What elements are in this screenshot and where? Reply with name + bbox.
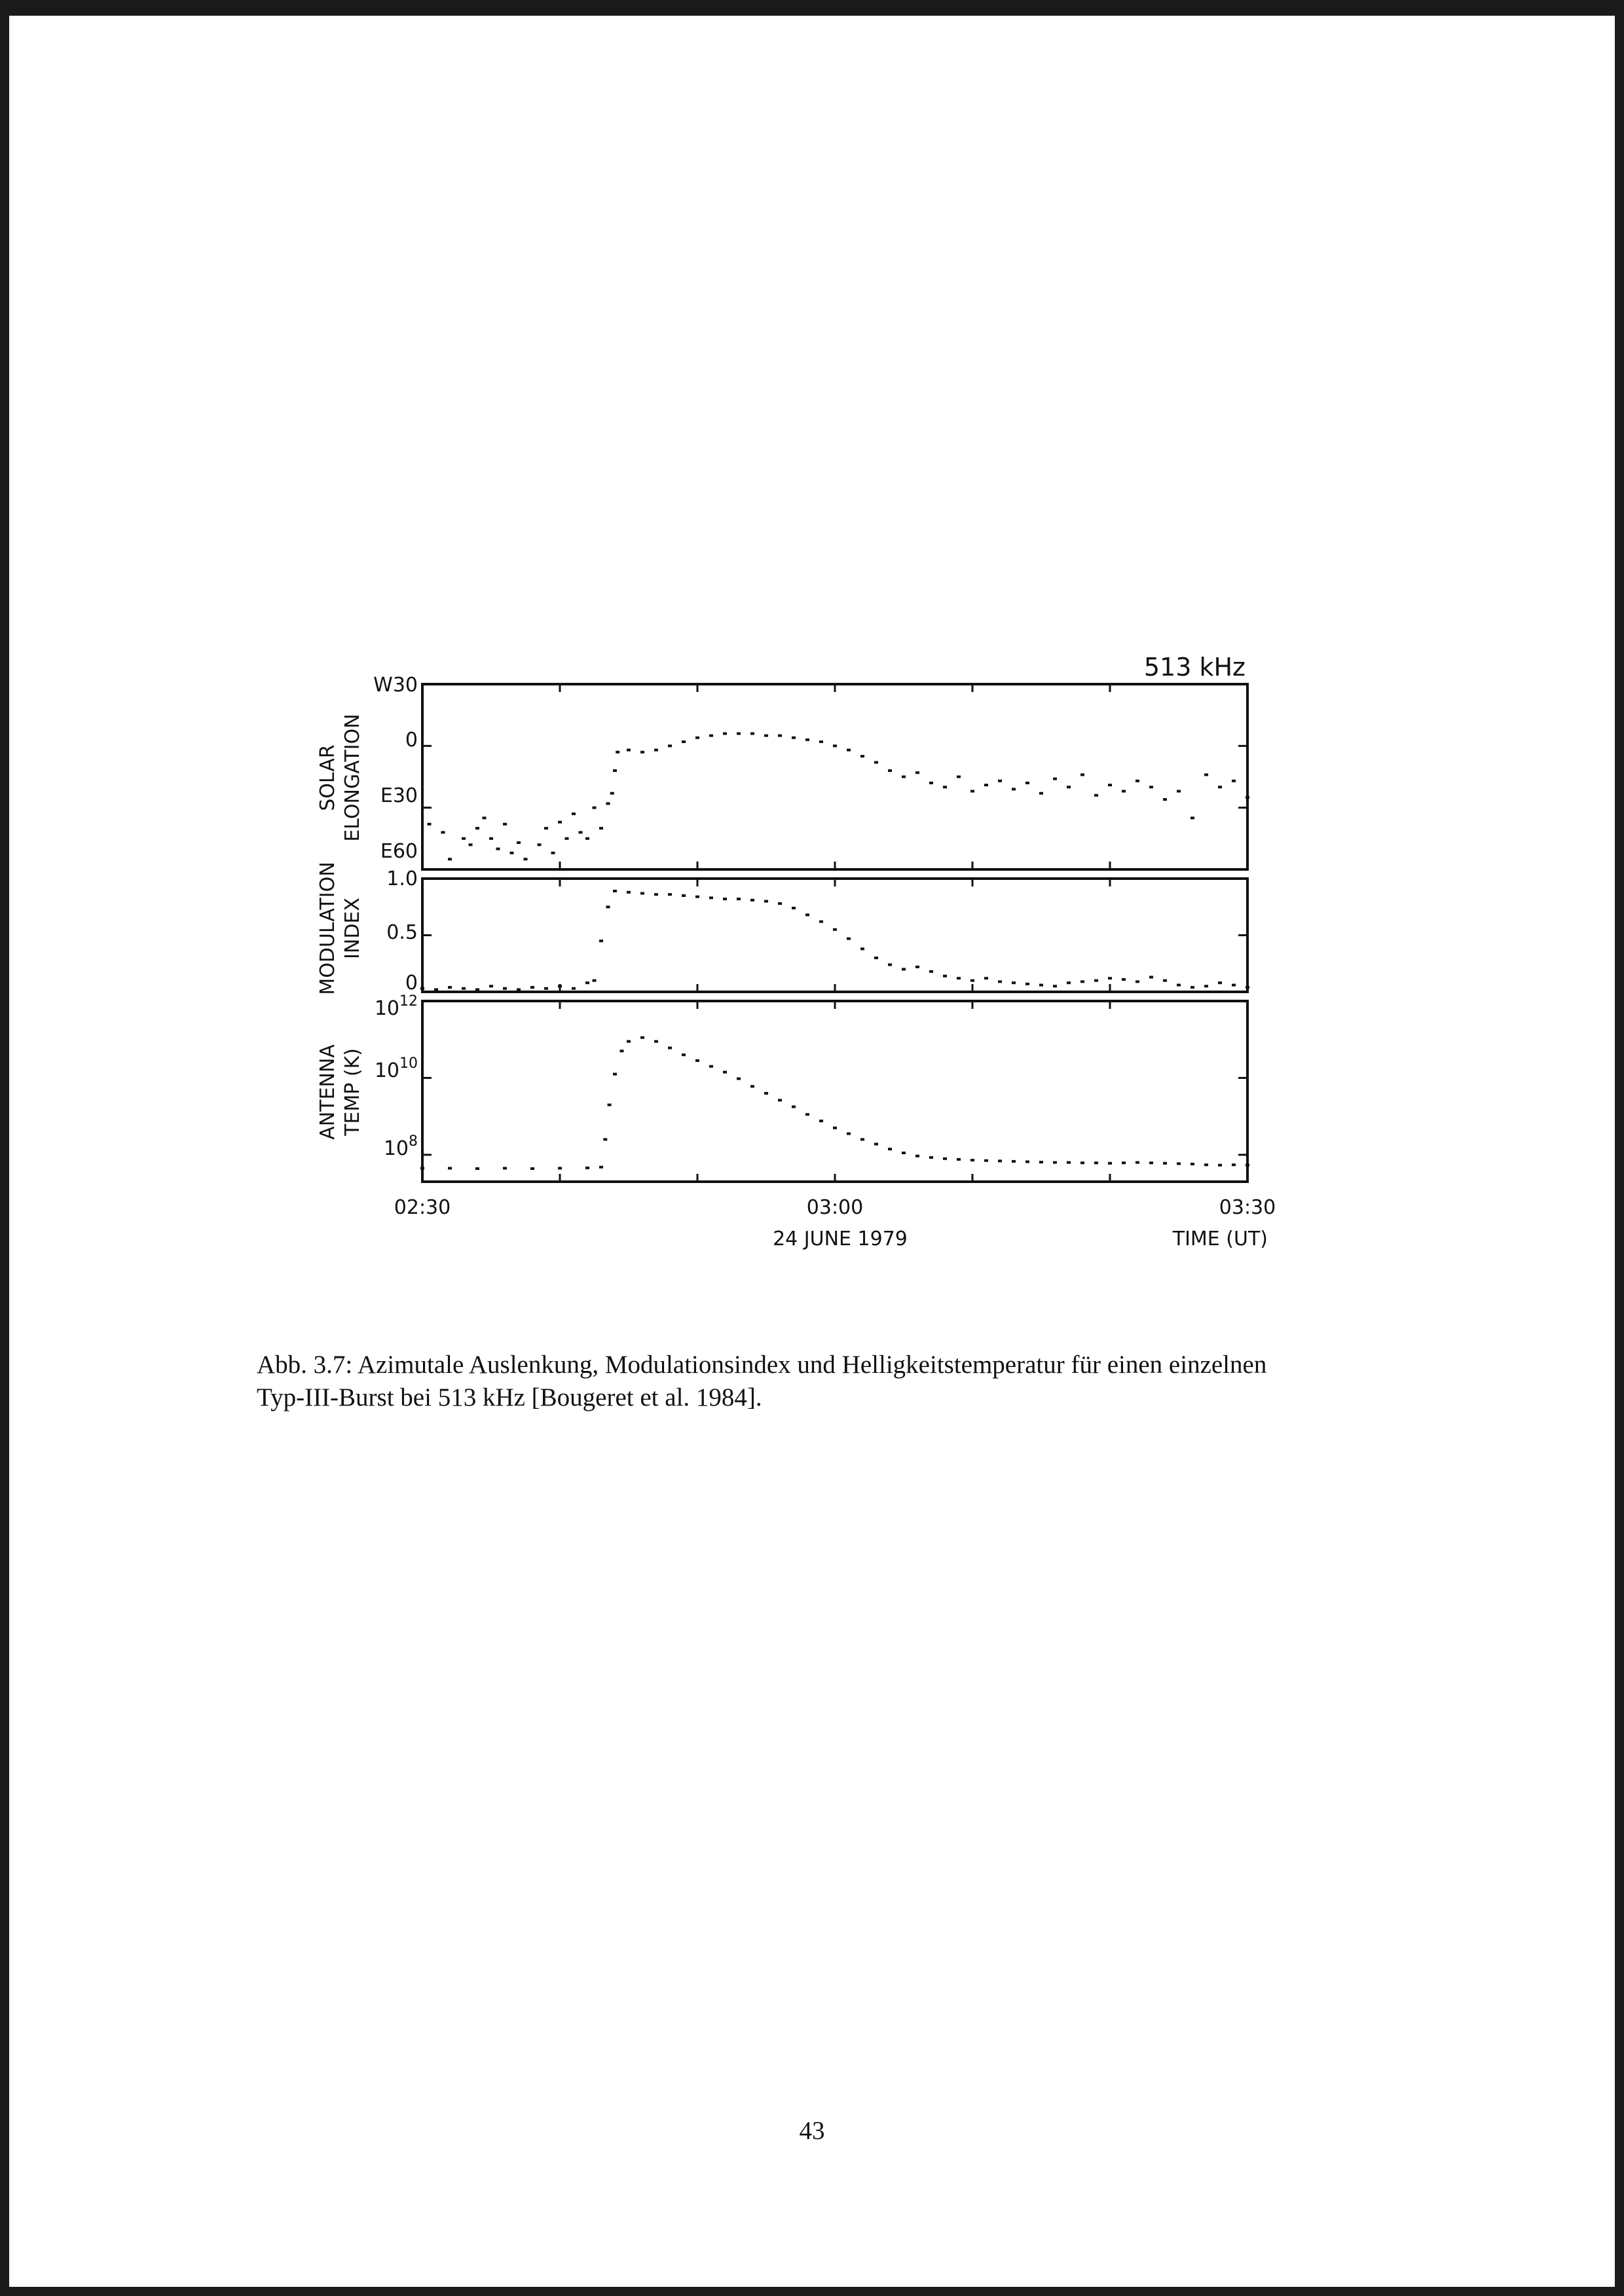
elongation-point (510, 852, 514, 854)
modulation-point (929, 970, 933, 973)
elongation-point (1218, 786, 1222, 788)
y-axis-title-antenna-1: ANTENNA (316, 1044, 339, 1140)
elongation-point (1177, 790, 1181, 793)
elongation-point (874, 761, 878, 764)
antenna-temp-point (420, 1167, 424, 1169)
elongation-point (1190, 816, 1194, 819)
y-axis-title-modulation-2: INDEX (341, 898, 364, 959)
y-tick-label: E30 (380, 784, 418, 807)
antenna-temp-point (1122, 1161, 1126, 1164)
antenna-temp-point (599, 1166, 603, 1169)
antenna-temp-point (1204, 1163, 1208, 1166)
antenna-temp-point (957, 1158, 961, 1161)
modulation-point (593, 979, 597, 982)
caption-line: Typ-III-Burst bei 513 kHz [Bougeret et al. 1984]. (257, 1383, 762, 1412)
elongation-point (483, 816, 487, 819)
antenna-temp-point (682, 1053, 686, 1056)
y-tick-label: 0 (405, 972, 418, 994)
elongation-point (1149, 786, 1153, 788)
elongation-point (558, 821, 562, 824)
modulation-point (833, 928, 837, 931)
modulation-point (1163, 979, 1167, 982)
antenna-temp-point (627, 1040, 631, 1043)
y-tick-label: 0.5 (386, 921, 418, 944)
elongation-point (668, 744, 672, 747)
antenna-temp-point (737, 1078, 741, 1080)
antenna-temp-point (1080, 1161, 1084, 1164)
modulation-point (572, 987, 576, 990)
antenna-temp-point (603, 1138, 607, 1140)
modulation-point (998, 980, 1002, 983)
antenna-temp-point (1163, 1162, 1167, 1165)
modulation-point (984, 977, 988, 979)
antenna-temp-point (608, 1104, 612, 1106)
elongation-point (902, 776, 906, 778)
modulation-point (860, 947, 864, 950)
modulation-point (517, 989, 521, 991)
frequency-annotation: 513 kHz (1143, 653, 1246, 682)
antenna-temp-point (448, 1167, 452, 1169)
antenna-temp-point (819, 1120, 823, 1122)
modulation-point (1094, 979, 1098, 982)
y-tick-label: $10^{12}$ (374, 993, 418, 1020)
elongation-point (778, 735, 782, 737)
elongation-point (1232, 780, 1236, 782)
elongation-point (1122, 790, 1126, 793)
elongation-point (943, 786, 947, 788)
modulation-point (805, 913, 809, 916)
antenna-temp-point (874, 1143, 878, 1146)
antenna-temp-point (1025, 1161, 1029, 1163)
modulation-point (1122, 978, 1126, 981)
antenna-temp-point (613, 1073, 617, 1076)
antenna-temp-point (970, 1159, 974, 1161)
elongation-point (1025, 782, 1029, 784)
antenna-temp-point (847, 1133, 851, 1135)
y-axis-title-elongation-1: SOLAR (316, 744, 339, 811)
modulation-point (943, 975, 947, 977)
modulation-point (957, 977, 961, 979)
elongation-point (538, 843, 542, 846)
elongation-point (1163, 798, 1167, 801)
elongation-point (1094, 794, 1098, 797)
antenna-temp-point (1135, 1161, 1139, 1164)
y-tick-label: 1.0 (386, 867, 418, 890)
antenna-temp-point (1177, 1162, 1181, 1165)
elongation-point (489, 837, 493, 840)
modulation-point (1218, 981, 1222, 984)
elongation-point (1080, 773, 1084, 776)
antenna-temp-point (475, 1167, 479, 1170)
modulation-point (970, 979, 974, 982)
antenna-temp-point (943, 1157, 947, 1160)
elongation-point (517, 841, 521, 844)
elongation-point (475, 827, 479, 829)
elongation-point (610, 792, 614, 795)
elongation-point (448, 858, 452, 860)
elongation-point (833, 744, 837, 747)
antenna-temp-point (929, 1156, 933, 1159)
antenna-temp-point (860, 1138, 864, 1140)
y-axis-title-antenna-2: TEMP (K) (341, 1048, 364, 1136)
antenna-temp-point (750, 1085, 754, 1087)
elongation-point (860, 755, 864, 757)
x-tick-label: 03:30 (1219, 1196, 1276, 1219)
elongation-point (530, 868, 534, 871)
elongation-point (915, 771, 919, 774)
elongation-point (654, 749, 658, 752)
figure-caption (257, 1349, 1429, 1414)
antenna-temp-point (654, 1040, 658, 1043)
elongation-point (847, 749, 851, 752)
modulation-point (902, 968, 906, 970)
modulation-point (654, 893, 658, 896)
antenna-temp-point (530, 1167, 534, 1170)
elongation-point (764, 735, 768, 737)
y-tick-label: W30 (373, 674, 418, 697)
modulation-point (874, 957, 878, 959)
antenna-temp-point (1012, 1160, 1016, 1163)
antenna-temp-point (1039, 1161, 1043, 1163)
modulation-point (819, 920, 823, 923)
elongation-point (819, 740, 823, 743)
modulation-point (888, 964, 892, 966)
modulation-point (434, 989, 438, 991)
elongation-point (723, 733, 727, 735)
antenna-temp-point (888, 1148, 892, 1150)
elongation-point (428, 823, 432, 826)
modulation-point (475, 989, 479, 991)
antenna-temp-point (984, 1159, 988, 1162)
elongation-point (565, 837, 569, 840)
antenna-temp-point (998, 1159, 1002, 1162)
elongation-point (1053, 778, 1057, 780)
antenna-temp-point (709, 1065, 713, 1068)
modulation-point (1012, 981, 1016, 984)
modulation-point (1025, 983, 1029, 985)
modulation-point (1135, 980, 1139, 983)
elongation-point (1246, 796, 1249, 799)
modulation-point (792, 907, 796, 909)
modulation-point (640, 892, 644, 895)
elongation-point (572, 812, 576, 815)
y-axis-title-modulation-1: MODULATION (316, 862, 339, 995)
elongation-point (888, 769, 892, 772)
x-tick-label: 02:30 (394, 1196, 451, 1219)
x-axis-title: TIME (UT) (1172, 1228, 1268, 1250)
modulation-point (695, 896, 699, 898)
modulation-point (737, 898, 741, 900)
antenna-temp-point (1108, 1162, 1112, 1165)
y-tick-label: $10^{10}$ (374, 1055, 418, 1082)
elongation-point (998, 780, 1002, 782)
modulation-point (1246, 986, 1249, 989)
elongation-point (441, 831, 445, 833)
antenna-temp-point (1232, 1163, 1236, 1166)
antenna-temp-point (668, 1047, 672, 1049)
modulation-point (530, 986, 534, 989)
elongation-point (970, 790, 974, 793)
elongation-point (616, 751, 619, 754)
modulation-point (420, 987, 424, 990)
elongation-point (737, 733, 741, 735)
y-tick-label: $10^8$ (383, 1133, 418, 1160)
elongation-point (957, 776, 961, 778)
elongation-point (551, 852, 555, 854)
modulation-point (448, 986, 452, 989)
antenna-temp-point (778, 1099, 782, 1102)
panel-frame-antenna (422, 1001, 1247, 1182)
modulation-point (489, 985, 493, 987)
modulation-point (750, 899, 754, 902)
x-tick-label: 03:00 (806, 1196, 864, 1219)
elongation-point (544, 827, 548, 829)
modulation-point (682, 894, 686, 897)
modulation-point (764, 900, 768, 903)
elongation-point (627, 749, 631, 752)
modulation-point (606, 905, 610, 908)
axis-ticks (422, 684, 1247, 1182)
modulation-point (1108, 977, 1112, 979)
elongation-point (606, 802, 610, 805)
modulation-point (558, 985, 562, 987)
modulation-point (503, 987, 507, 990)
modulation-point (1190, 986, 1194, 989)
modulation-point (709, 896, 713, 899)
elongation-point (469, 843, 473, 846)
page-number: 43 (799, 2117, 825, 2145)
elongation-point (503, 823, 507, 826)
antenna-temp-point (503, 1167, 507, 1169)
antenna-temp-point (915, 1155, 919, 1157)
elongation-point (792, 737, 796, 739)
elongation-point (695, 737, 699, 739)
elongation-point (984, 784, 988, 786)
y-tick-label: E60 (380, 840, 418, 863)
caption-line: Abb. 3.7: Azimutale Auslenkung, Modulationsindex und Helligkeitstemperatur für einen einzelnen (257, 1351, 1267, 1379)
antenna-temp-point (695, 1059, 699, 1062)
antenna-temp-point (723, 1071, 727, 1074)
elongation-point (579, 831, 583, 833)
antenna-temp-point (1149, 1161, 1153, 1164)
elongation-point (496, 848, 500, 850)
antenna-temp-point (805, 1113, 809, 1116)
modulation-point (599, 939, 603, 942)
antenna-temp-point (1094, 1161, 1098, 1164)
modulation-point (1149, 976, 1153, 979)
panel-frame-elongation (422, 684, 1247, 869)
antenna-temp-point (833, 1127, 837, 1129)
panel-frame-modulation (422, 879, 1247, 992)
elongation-point (709, 735, 713, 737)
elongation-point (750, 733, 754, 735)
modulation-point (1177, 984, 1181, 987)
elongation-point (599, 827, 603, 829)
antenna-temp-point (640, 1036, 644, 1039)
elongation-point (1039, 792, 1043, 795)
modulation-point (723, 898, 727, 900)
elongation-point (1108, 784, 1112, 786)
modulation-point (1039, 984, 1043, 987)
modulation-point (627, 891, 631, 894)
modulation-point (668, 893, 672, 896)
elongation-point (640, 751, 644, 754)
elongation-point (929, 782, 933, 784)
antenna-temp-point (620, 1049, 624, 1052)
elongation-point (805, 738, 809, 741)
antenna-temp-point (1190, 1163, 1194, 1165)
y-axis-title-elongation-2: ELONGATION (341, 714, 364, 842)
modulation-point (1053, 985, 1057, 987)
antenna-temp-point (1218, 1164, 1222, 1167)
modulation-point (1204, 985, 1208, 987)
antenna-temp-point (764, 1092, 768, 1095)
antenna-temp-point (792, 1106, 796, 1108)
modulation-point (613, 890, 617, 892)
elongation-point (682, 740, 686, 743)
antenna-temp-point (1067, 1161, 1071, 1164)
antenna-temp-point (585, 1167, 589, 1169)
modulation-point (1080, 980, 1084, 983)
elongation-point (613, 769, 617, 772)
elongation-point (462, 837, 466, 840)
elongation-point (585, 837, 589, 840)
modulation-point (915, 966, 919, 968)
elongation-point (1067, 786, 1071, 788)
antenna-temp-point (902, 1152, 906, 1154)
elongation-point (1012, 788, 1016, 790)
y-tick-label: 0 (405, 729, 418, 752)
modulation-point (778, 902, 782, 905)
elongation-point (524, 858, 528, 860)
antenna-temp-point (558, 1167, 562, 1169)
elongation-point (1204, 773, 1208, 776)
elongation-point (1135, 780, 1139, 782)
x-axis-date-label: 24 JUNE 1979 (773, 1228, 908, 1250)
modulation-point (585, 981, 589, 984)
antenna-temp-point (1246, 1164, 1249, 1167)
modulation-point (1067, 981, 1071, 984)
antenna-temp-point (1053, 1161, 1057, 1164)
modulation-point (462, 987, 466, 990)
modulation-point (847, 938, 851, 940)
modulation-point (544, 987, 548, 990)
elongation-point (593, 807, 597, 809)
modulation-point (1232, 984, 1236, 987)
data-points (420, 733, 1249, 1171)
